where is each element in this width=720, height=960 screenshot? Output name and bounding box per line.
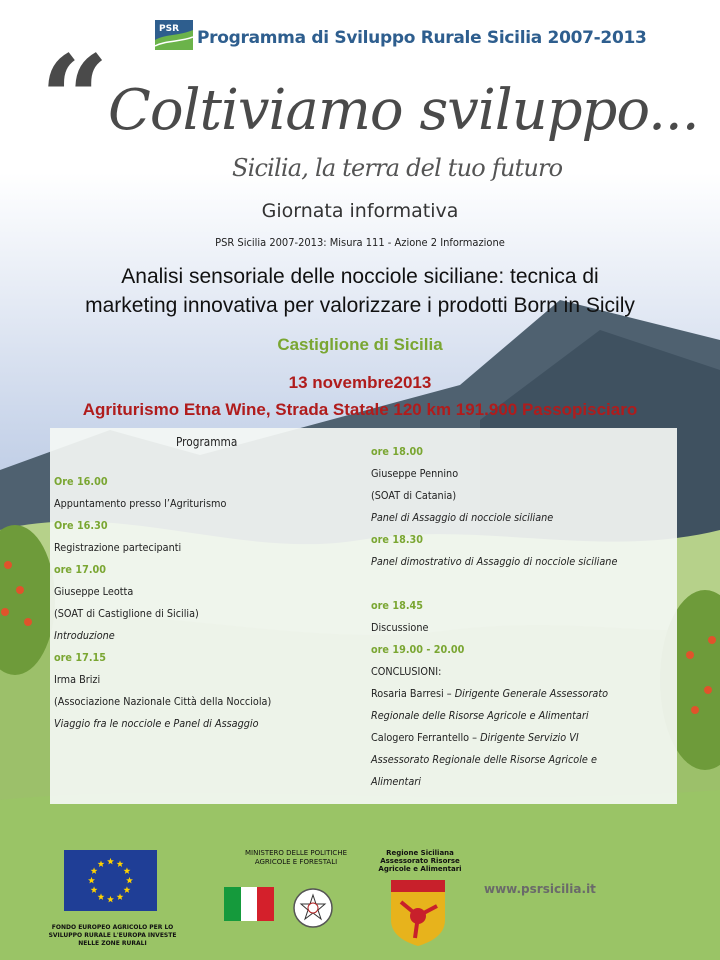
eu-flag-icon [64, 850, 157, 911]
website-link[interactable]: www.psrsicilia.it [484, 882, 596, 896]
event-title-line-1: Analisi sensoriale delle nocciole siciliane: tecnica di [121, 265, 599, 288]
schedule-entry: (SOAT di Catania) [371, 489, 457, 502]
schedule-spacer [371, 573, 617, 595]
schedule-topic: Panel di Assaggio di nocciole siciliane [371, 511, 554, 524]
schedule-time: ore 18.00 [371, 445, 423, 458]
schedule-entry: Irma Brizi [54, 673, 101, 686]
schedule-entry: Giuseppe Pennino [371, 467, 459, 480]
event-location: Castiglione di Sicilia [277, 335, 443, 354]
schedule-time: ore 18.45 [371, 599, 423, 612]
speaker-name: Calogero Ferrantello – [371, 731, 481, 744]
event-title [0, 262, 720, 320]
schedule-time: ore 17.00 [54, 563, 106, 576]
eu-fund-caption: FONDO EUROPEO AGRICOLO PER LO SVILUPPO RURALE L'EUROPA INVESTE NELLE ZONE RURALI [48, 924, 177, 947]
speaker-name: Rosaria Barresi – [371, 687, 455, 700]
schedule-entry: Discussione [371, 621, 429, 634]
region-name: Regione Siciliana Assessorato Risorse Agricole e Alimentari [378, 849, 462, 873]
slogan: Coltiviamo sviluppo... [108, 78, 699, 143]
measure-line: PSR Sicilia 2007-2013: Misura 111 - Azione 2 Informazione [215, 236, 505, 249]
speaker-role: Dirigente Generale Assessorato [454, 687, 609, 700]
schedule-topic: Alimentari [371, 775, 421, 788]
italian-flag-icon [224, 887, 274, 921]
program-name: Programma di Sviluppo Rurale Sicilia 2007-2013 [197, 28, 647, 48]
schedule-topic: Regionale delle Risorse Agricole e Alimentari [371, 709, 589, 722]
ministry-name: MINISTERO DELLE POLITICHE AGRICOLE E FORESTALI [244, 849, 348, 866]
program-column-right [371, 441, 617, 793]
event-venue: Agriturismo Etna Wine, Strada Statale 120 km 191.900 Passopisciaro [82, 400, 638, 419]
program-column-left [54, 471, 271, 735]
program-heading: Programma [176, 435, 238, 449]
schedule-entry: (Associazione Nazionale Città della Nocciola) [54, 695, 272, 708]
event-title-line-2: marketing innovativa per valorizzare i prodotti Born in Sicily [85, 294, 635, 317]
schedule-time: Ore 16.30 [54, 519, 108, 532]
quote-mark-icon: “ [40, 29, 110, 170]
schedule-entry: Giuseppe Leotta [54, 585, 134, 598]
schedule-topic: Introduzione [54, 629, 115, 642]
italian-emblem-icon [292, 887, 334, 929]
schedule-time: ore 17.15 [54, 651, 106, 664]
psr-logo-icon [155, 20, 193, 50]
schedule-topic: Viaggio fra le nocciole e Panel di Assaggio [54, 717, 259, 730]
sicily-trinacria-icon [391, 880, 445, 946]
tagline: Sicilia, la terra del tuo futuro [232, 154, 563, 182]
schedule-entry: Registrazione partecipanti [54, 541, 182, 554]
event-type: Giornata informativa [261, 200, 459, 222]
schedule-entry: CONCLUSIONI: [371, 665, 442, 678]
schedule-time: ore 18.30 [371, 533, 423, 546]
schedule-speaker [371, 683, 617, 705]
schedule-time: ore 19.00 - 20.00 [371, 643, 465, 656]
schedule-entry: Appuntamento presso l’Agriturismo [54, 497, 227, 510]
schedule-topic: Assessorato Regionale delle Risorse Agricole e [371, 753, 597, 766]
speaker-role: Dirigente Servizio VI [480, 731, 579, 744]
psr-logo-text: PSR [159, 24, 180, 34]
schedule-time: Ore 16.00 [54, 475, 108, 488]
schedule-topic: Panel dimostrativo di Assaggio di nocciole siciliane [371, 555, 618, 568]
schedule-speaker [371, 727, 617, 749]
event-date: 13 novembre2013 [288, 373, 432, 392]
schedule-entry: (SOAT di Castiglione di Sicilia) [54, 607, 199, 620]
